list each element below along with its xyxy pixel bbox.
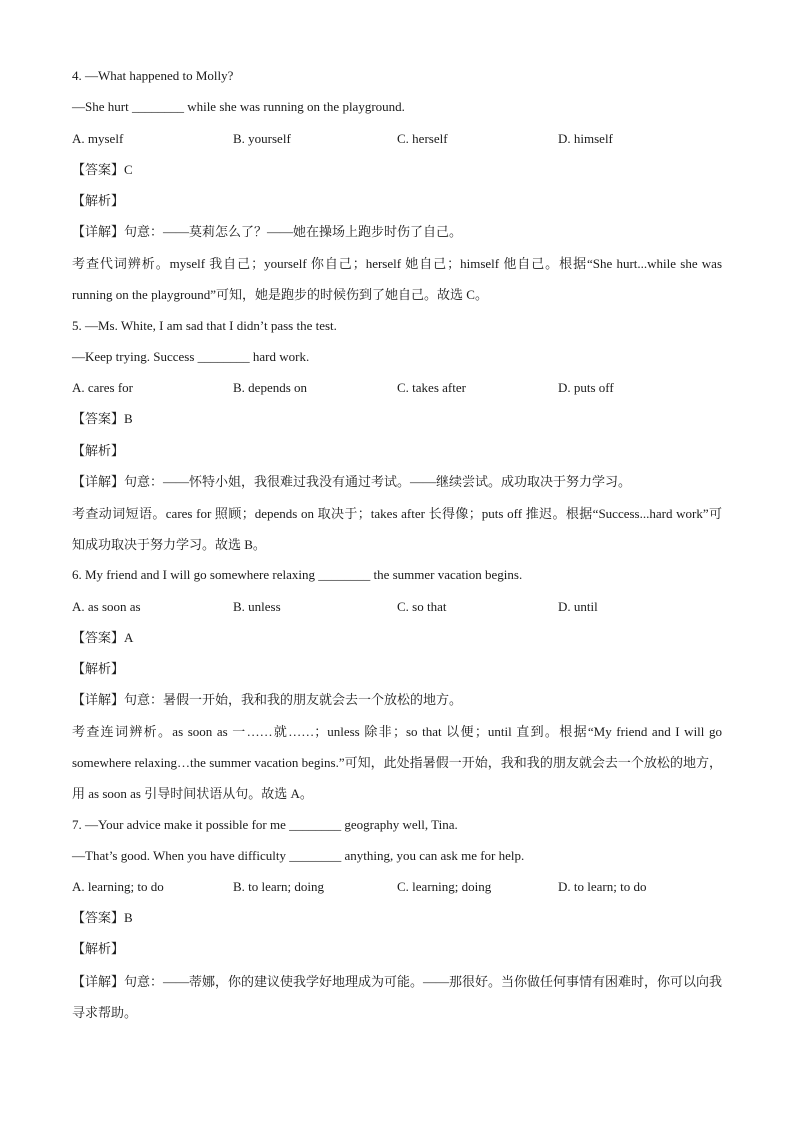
- q7-answer: 【答案】B: [72, 910, 133, 925]
- q5-line2: —Keep trying. Success ________ hard work.: [72, 349, 310, 364]
- q7-detail: 【详解】句意：——蒂娜，你的建议使我学好地理成为可能。——那很好。当你做任何事情有困难时，你可以向我寻求帮助。: [72, 974, 723, 1020]
- q7-option-d: D. to learn; to do: [558, 879, 647, 894]
- q6-option-a: A. as soon as: [72, 599, 141, 614]
- q7-option-c: C. learning; doing: [397, 879, 492, 894]
- q6-option-b: B. unless: [233, 599, 281, 614]
- q5-question: 5. —Ms. White, I am sad that I didn’t pass the test.: [72, 318, 337, 333]
- q5-option-b: B. depends on: [233, 380, 308, 395]
- q4-answer: 【答案】C: [72, 162, 133, 177]
- q6-question: 6. My friend and I will go somewhere relaxing ________ the summer vacation begins.: [72, 567, 523, 582]
- q6-option-c: C. so that: [397, 599, 447, 614]
- q6-options: [72, 599, 722, 615]
- q4-option-d: D. himself: [558, 131, 613, 146]
- q4-line2: —She hurt ________ while she was running on the playground.: [72, 99, 405, 114]
- q5-answer: 【答案】B: [72, 411, 133, 426]
- q6-answer: 【答案】A: [72, 630, 134, 645]
- q4-analysis-label: 【解析】: [72, 193, 125, 208]
- q4-explanation: 考查代词辨析。myself 我自己；yourself 你自己；herself 她自己；himself 他自己。根据“She hurt...while she was running on the playground”可知，她是跑步的时候伤到了她自己。故选 C。: [72, 256, 722, 302]
- q5-option-c: C. takes after: [397, 380, 466, 395]
- q7-line2: —That’s good. When you have difficulty ________ anything, you can ask me for help.: [72, 848, 525, 863]
- q7-analysis-label: 【解析】: [72, 941, 125, 956]
- q4-option-c: C. herself: [397, 131, 448, 146]
- q4-option-a: A. myself: [72, 131, 124, 146]
- q7-question: 7. —Your advice make it possible for me ________ geography well, Tina.: [72, 817, 458, 832]
- q5-option-d: D. puts off: [558, 380, 614, 395]
- q6-detail: 【详解】句意：暑假一开始，我和我的朋友就会去一个放松的地方。: [72, 692, 463, 707]
- q5-detail: 【详解】句意：——怀特小姐，我很难过我没有通过考试。——继续尝试。成功取决于努力学习。: [72, 474, 632, 489]
- q7-option-a: A. learning; to do: [72, 879, 164, 894]
- q6-option-d: D. until: [558, 599, 598, 614]
- q5-options: [72, 380, 722, 396]
- q4-option-b: B. yourself: [233, 131, 291, 146]
- q5-option-a: A. cares for: [72, 380, 133, 395]
- q4-question: 4. —What happened to Molly?: [72, 68, 234, 83]
- q4-options: [72, 131, 722, 147]
- q7-options: [72, 879, 722, 895]
- q5-analysis-label: 【解析】: [72, 443, 125, 458]
- q6-analysis-label: 【解析】: [72, 661, 125, 676]
- q4-detail: 【详解】句意：——莫莉怎么了？——她在操场上跑步时伤了自己。: [72, 224, 463, 239]
- q7-option-b: B. to learn; doing: [233, 879, 324, 894]
- q6-explanation: 考查连词辨析。as soon as 一……就……；unless 除非；so that 以便；until 直到。根据“My friend and I will go somewhere relaxing…the summer vacation begins.”可知，此处指暑假一开始，我和我的朋友就会去一个放松的地方，用 as soon as 引导时间状语从句。故选 A。: [72, 724, 722, 801]
- q5-explanation: 考查动词短语。cares for 照顾；depends on 取决于；takes after 长得像；puts off 推迟。根据“Success...hard work”可知成功取决于努力学习。故选 B。: [72, 506, 722, 552]
